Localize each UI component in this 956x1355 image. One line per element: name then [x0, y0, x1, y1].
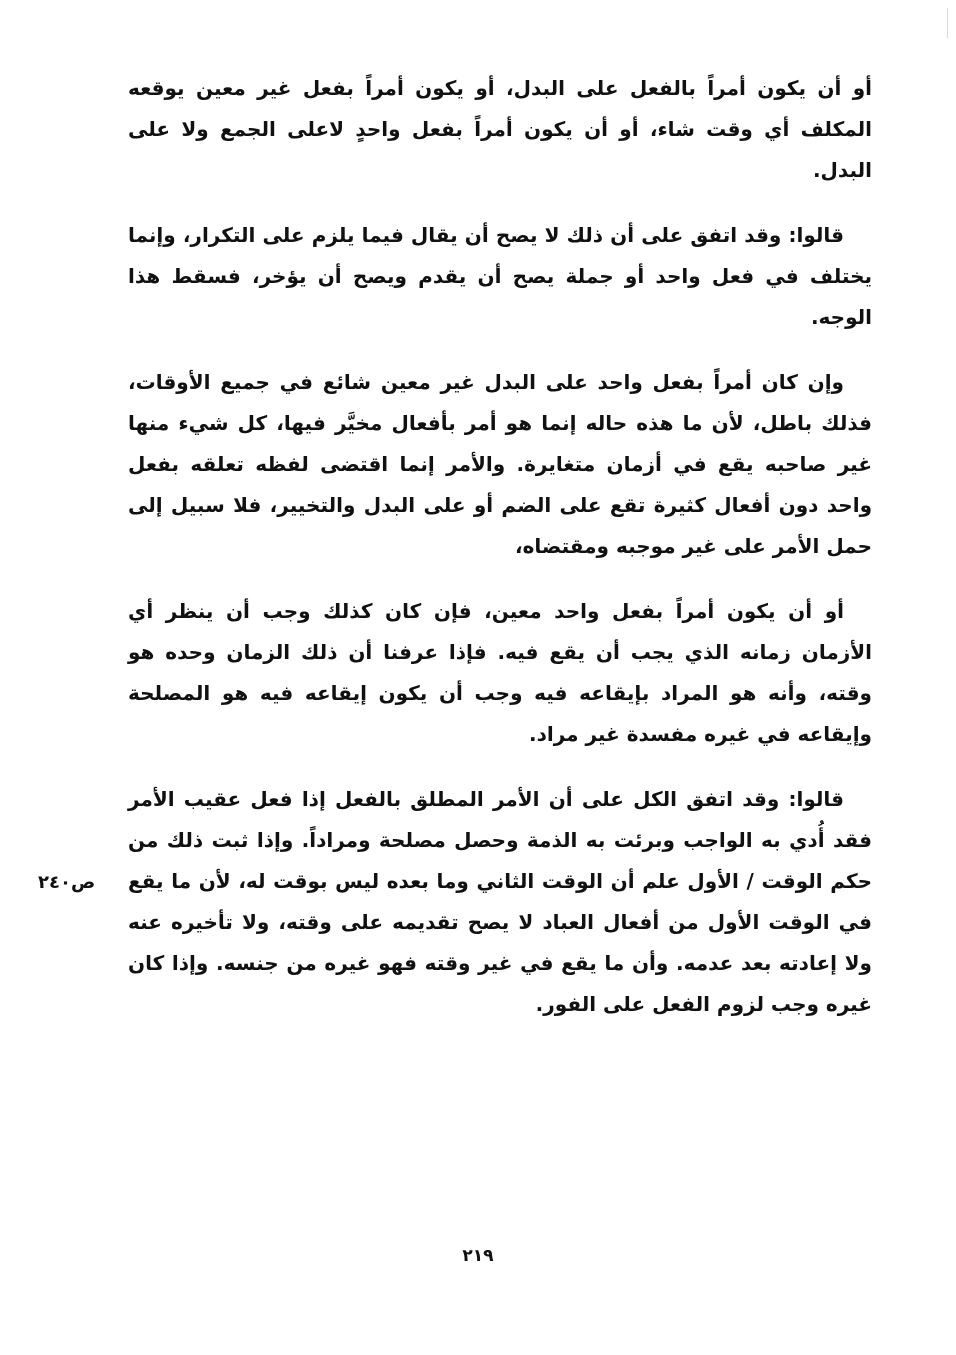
paragraph-4: أو أن يكون أمراً بفعل واحد معين، فإن كان كذلك وجب أن ينظر أي الأزمان زمانه الذي يجب أن يقع فيه. فإذا عرفنا أن ذلك الزمان وحده هو وقته، وأنه هو المراد بإيقاعه فيه وجب أن يكون إيقاعه فيه هو المصلحة وإيقاعه في غيره مفسدة غير مراد.: [128, 599, 872, 746]
page-edge-mark: [947, 8, 948, 38]
paragraph-1: أو أن يكون أمراً بالفعل على البدل، أو يكون أمراً بفعل غير معين يوقعه المكلف أي وقت شاء، أو أن يكون أمراً بفعل واحدٍ لاعلى الجمع ولا على البدل.: [128, 76, 872, 182]
paragraph-3: وإن كان أمراً بفعل واحد على البدل غير معين شائع في جميع الأوقات، فذلك باطل، لأن ما هذه حاله إنما هو أمر بأفعال مخيَّر فيها، كل شيء منها غير صاحبه يقع في أزمان متغايرة. والأمر إنما اقتضى لفظه تعلقه بفعل واحد دون أفعال كثيرة تقع على الضم أو على البدل والتخيير، فلا سبيل إلى حمل الأمر على غير موجبه ومقتضاه،: [128, 370, 872, 558]
paragraph-5: قالوا: وقد اتفق الكل على أن الأمر المطلق بالفعل إذا فعل عقيب الأمر فقد أُدي به الواجب وبرئت به الذمة وحصل مصلحة ومراداً. وإذا ثبت ذلك من حكم الوقت / الأول علم أن الوقت الثاني وما بعده ليس بوقت له، لأن ما يقع في الوقت الأول من أفعال العباد لا يصح تقديمه على وقته، ولا تأخيره عنه ولا إعادته بعد عدمه. وأن ما يقع في غير وقته فهو غيره من جنسه. وإذا كان غيره وجب لزوم الفعل على الفور.: [128, 787, 872, 1016]
page-number: ٢١٩: [462, 1246, 494, 1266]
paragraph-2: قالوا: وقد اتفق على أن ذلك لا يصح أن يقال فيما يلزم على التكرار، وإنما يختلف في فعل واحد أو جملة يصح أن يقدم ويصح أن يؤخر، فسقط هذا الوجه.: [128, 223, 872, 329]
body-text: [128, 68, 872, 1049]
margin-page-reference: ص٢٤٠: [38, 872, 96, 893]
